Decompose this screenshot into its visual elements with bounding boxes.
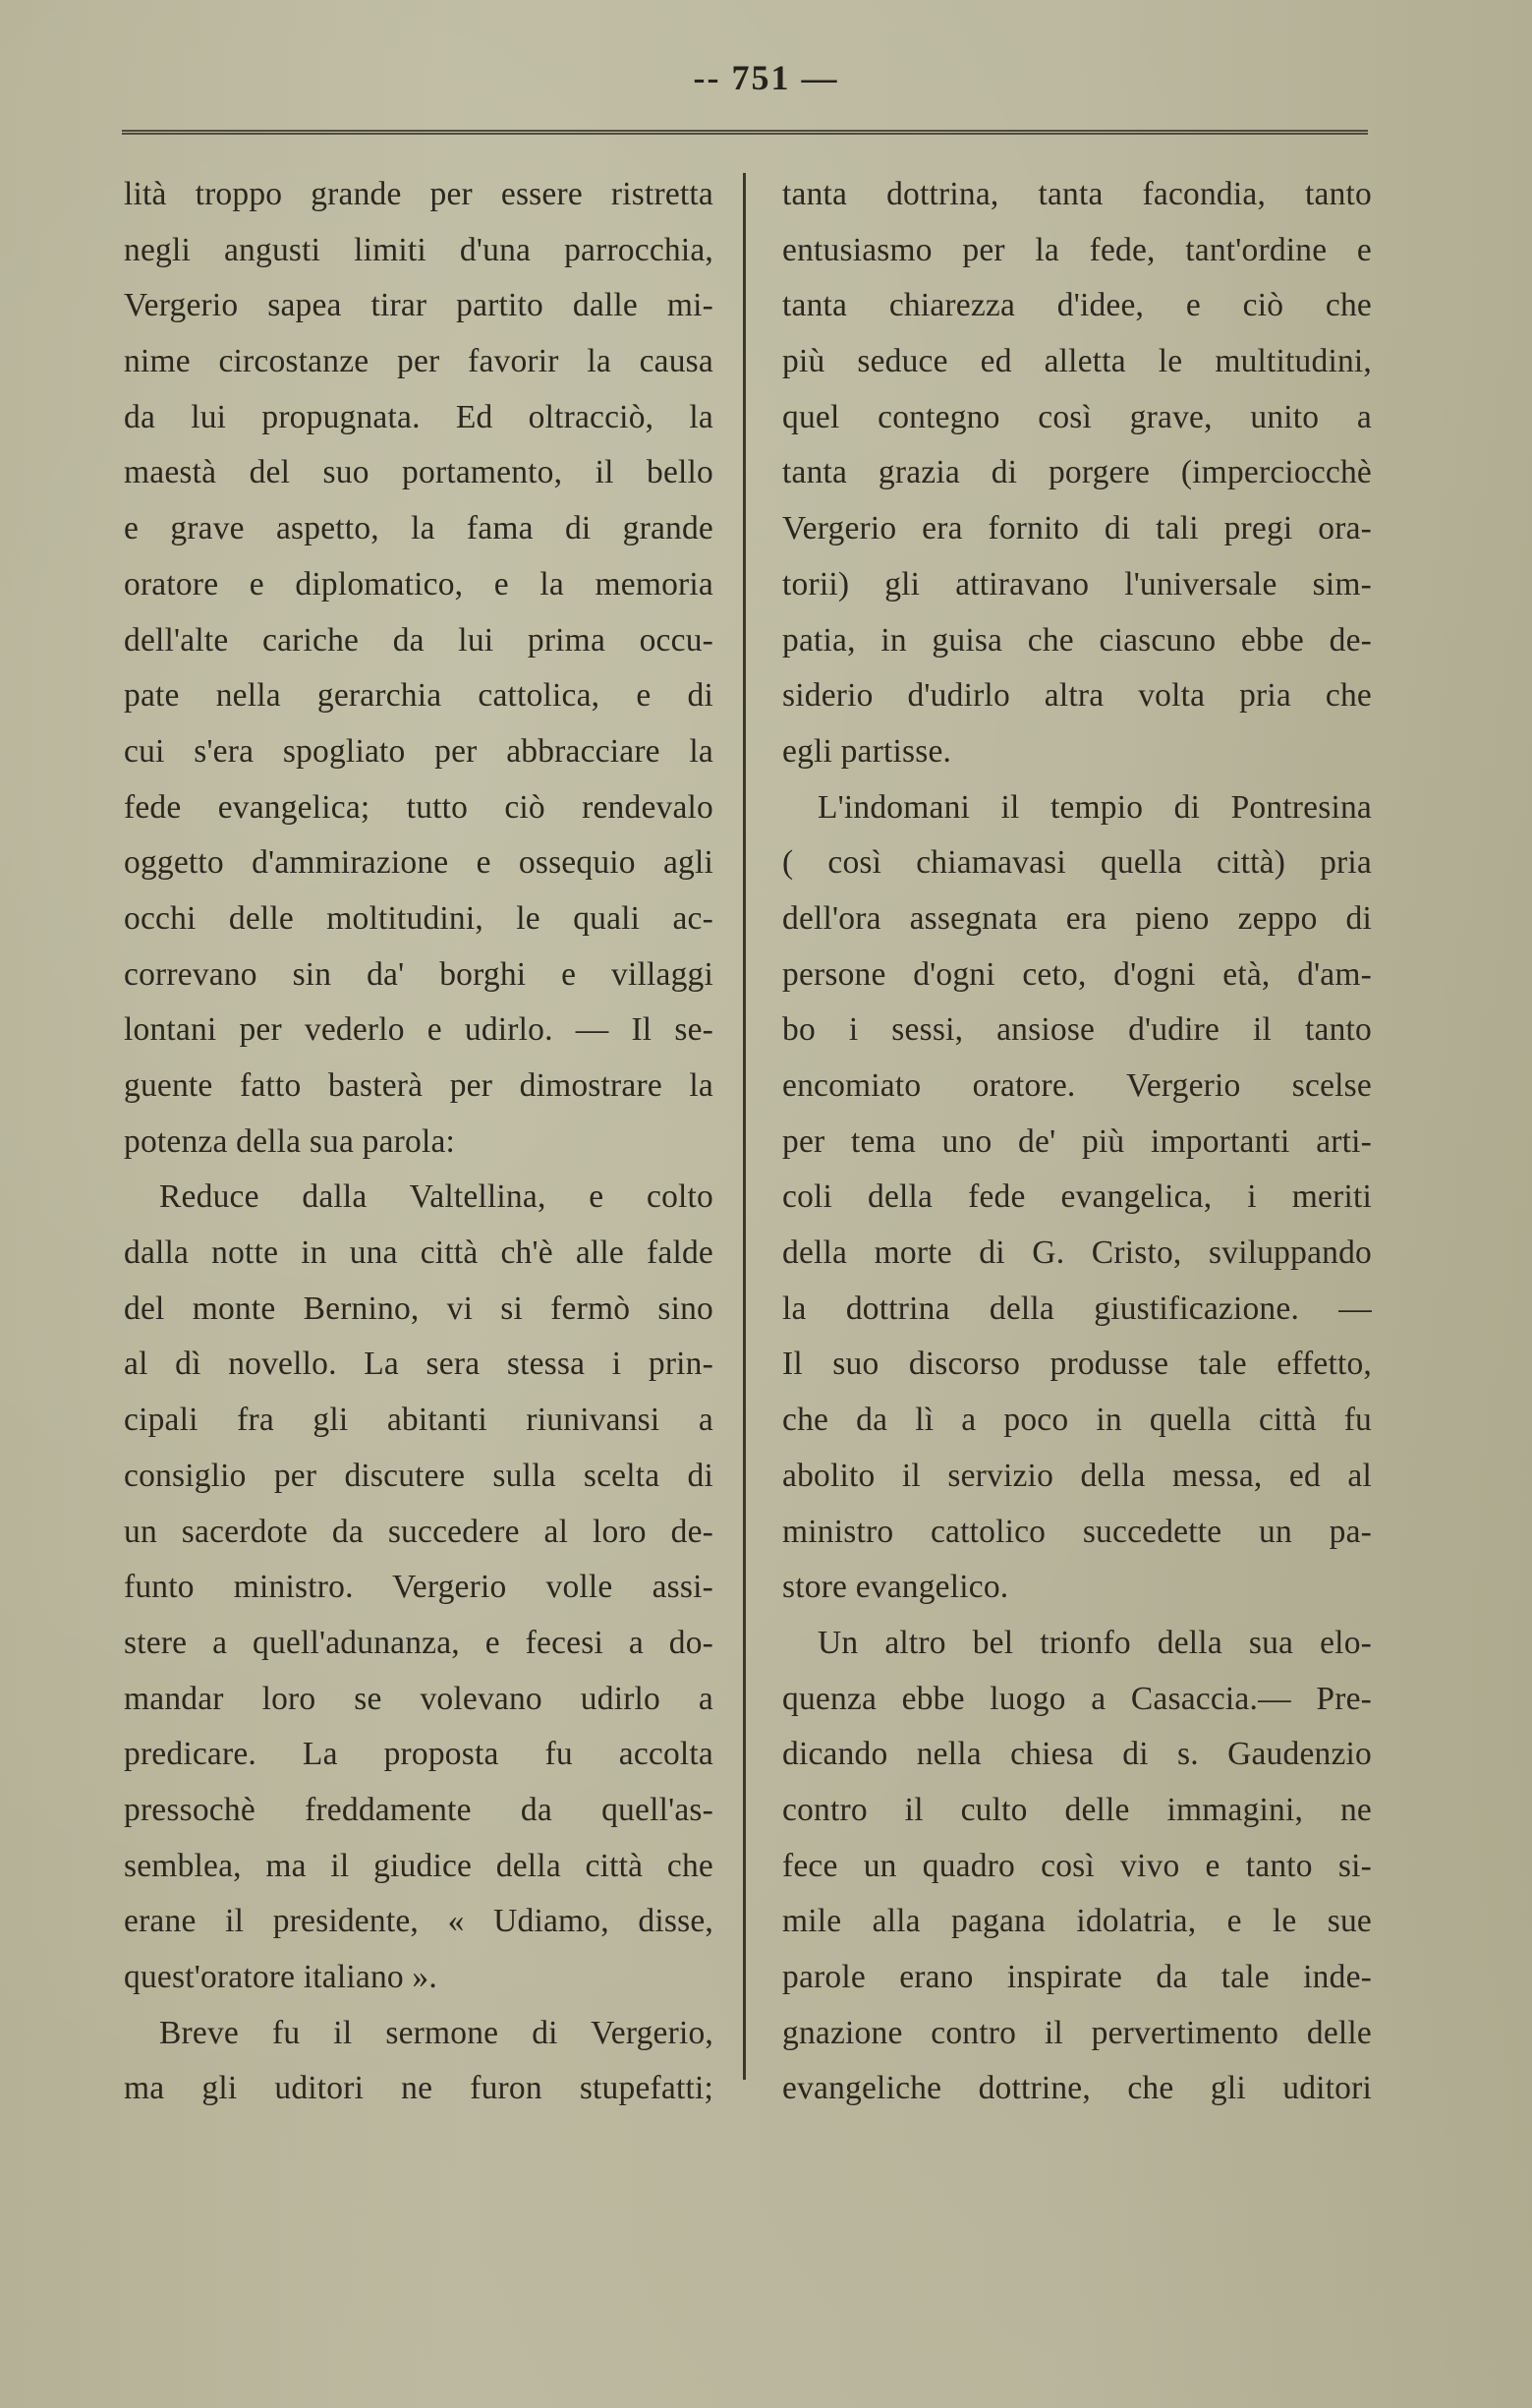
paragraph-start-line: Reduce dalla Valtellina, e colto [159, 1178, 713, 1216]
page-number-header: -- 751 — [693, 58, 839, 97]
text-line: persone d'ogni ceto, d'ogni età, d'am- [782, 955, 1372, 993]
text-line: patia, in guisa che ciascuno ebbe de- [782, 621, 1372, 659]
text-line: quest'oratore italiano ». [124, 1959, 437, 1995]
text-line: parole erano inspirate da tale inde- [782, 1959, 1372, 1995]
text-line: negli angusti limiti d'una parrocchia, [124, 231, 713, 268]
text-line: cipali fra gli abitanti riunivansi a [124, 1402, 713, 1439]
text-line: torii) gli attiravano l'universale sim- [782, 565, 1372, 602]
text-line: un sacerdote da succedere al loro de- [124, 1513, 713, 1550]
text-line: siderio d'udirlo altra volta pria che [782, 677, 1372, 715]
text-line: maestà del suo portamento, il bello [124, 454, 713, 491]
text-line: la dottrina della giustificazione. — [782, 1290, 1372, 1327]
text-line: entusiasmo per la fede, tant'ordine e [782, 231, 1372, 268]
text-line: mandar loro se volevano udirlo a [124, 1680, 713, 1717]
text-line: cui s'era spogliato per abbracciare la [124, 732, 713, 770]
text-line: consiglio per discutere sulla scelta di [124, 1457, 713, 1494]
text-line: Il suo discorso produsse tale effetto, [782, 1346, 1372, 1383]
text-line: tanta grazia di porgere (imperciocchè [782, 454, 1372, 491]
text-line: store evangelico. [782, 1569, 1009, 1606]
text-line: Vergerio sapea tirar partito dalle mi- [124, 287, 713, 324]
column-divider-rule [743, 173, 746, 2080]
text-line: oggetto d'ammirazione e ossequio agli [124, 844, 713, 882]
text-line: predicare. La proposta fu accolta [124, 1736, 713, 1773]
text-line: coli della fede evangelica, i meriti [782, 1178, 1372, 1216]
text-line: encomiato oratore. Vergerio scelse [782, 1067, 1372, 1104]
text-line: e grave aspetto, la fama di grande [124, 510, 713, 547]
text-line: mile alla pagana idolatria, e le sue [782, 1903, 1372, 1940]
text-line: potenza della sua parola: [124, 1122, 456, 1160]
text-line: abolito il servizio della messa, ed al [782, 1457, 1372, 1494]
text-line: guente fatto basterà per dimostrare la [124, 1067, 713, 1104]
text-line: ( così chiamavasi quella città) pria [782, 844, 1372, 882]
text-line: evangeliche dottrine, che gli uditori [782, 2070, 1372, 2107]
text-line: fece un quadro così vivo e tanto si- [782, 1847, 1372, 1884]
text-line: ministro cattolico succedette un pa- [782, 1513, 1372, 1550]
text-line: nime circostanze per favorir la causa [124, 343, 713, 380]
text-line: lità troppo grande per essere ristretta [124, 176, 713, 212]
text-line: gnazione contro il pervertimento delle [782, 2014, 1372, 2051]
text-line: Vergerio era fornito di tali pregi ora- [782, 510, 1372, 547]
text-line: tanta dottrina, tanta facondia, tanto [782, 176, 1372, 212]
text-line: dalla notte in una città ch'è alle falde [124, 1234, 713, 1272]
text-line: correvano sin da' borghi e villaggi [124, 955, 713, 993]
paragraph-start-line: Breve fu il sermone di Vergerio, [159, 2014, 713, 2051]
text-line: egli partisse. [782, 732, 952, 770]
text-line: stere a quell'adunanza, e fecesi a do- [124, 1624, 713, 1661]
text-line: ma gli uditori ne furon stupefatti; [124, 2070, 713, 2107]
text-line: del monte Bernino, vi si fermò sino [124, 1290, 713, 1327]
text-line: contro il culto delle immagini, ne [782, 1791, 1372, 1828]
text-line: occhi delle moltitudini, le quali ac- [124, 899, 713, 937]
text-line: per tema uno de' più importanti arti- [782, 1122, 1372, 1160]
text-line: pressochè freddamente da quell'as- [124, 1791, 713, 1828]
text-line: al dì novello. La sera stessa i prin- [124, 1346, 713, 1383]
text-line: lontani per vederlo e udirlo. — Il se- [124, 1011, 713, 1049]
text-line: oratore e diplomatico, e la memoria [124, 565, 713, 602]
text-line: che da lì a poco in quella città fu [782, 1402, 1372, 1439]
left-text-column [124, 167, 713, 2117]
text-line: dell'ora assegnata era pieno zeppo di [782, 899, 1372, 937]
header-double-rule [122, 130, 1368, 135]
text-line: semblea, ma il giudice della città che [124, 1847, 713, 1884]
paragraph-start-line: L'indomani il tempio di Pontresina [818, 788, 1372, 826]
text-line: dicando nella chiesa di s. Gaudenzio [782, 1736, 1372, 1773]
text-line: quel contegno così grave, unito a [782, 398, 1372, 435]
right-text-column [782, 167, 1372, 2117]
text-line: da lui propugnata. Ed oltracciò, la [124, 398, 713, 435]
text-line: dell'alte cariche da lui prima occu- [124, 621, 713, 659]
text-line: quenza ebbe luogo a Casaccia.— Pre- [782, 1680, 1372, 1717]
text-line: fede evangelica; tutto ciò rendevalo [124, 788, 713, 826]
text-line: bo i sessi, ansiose d'udire il tanto [782, 1011, 1372, 1049]
text-line: erane il presidente, « Udiamo, disse, [124, 1903, 713, 1940]
paragraph-start-line: Un altro bel trionfo della sua elo- [818, 1624, 1372, 1661]
text-line: della morte di G. Cristo, sviluppando [782, 1234, 1372, 1272]
text-line: funto ministro. Vergerio volle assi- [124, 1569, 713, 1606]
text-line: più seduce ed alletta le multitudini, [782, 343, 1372, 380]
text-line: tanta chiarezza d'idee, e ciò che [782, 287, 1372, 324]
text-line: pate nella gerarchia cattolica, e di [124, 677, 713, 715]
